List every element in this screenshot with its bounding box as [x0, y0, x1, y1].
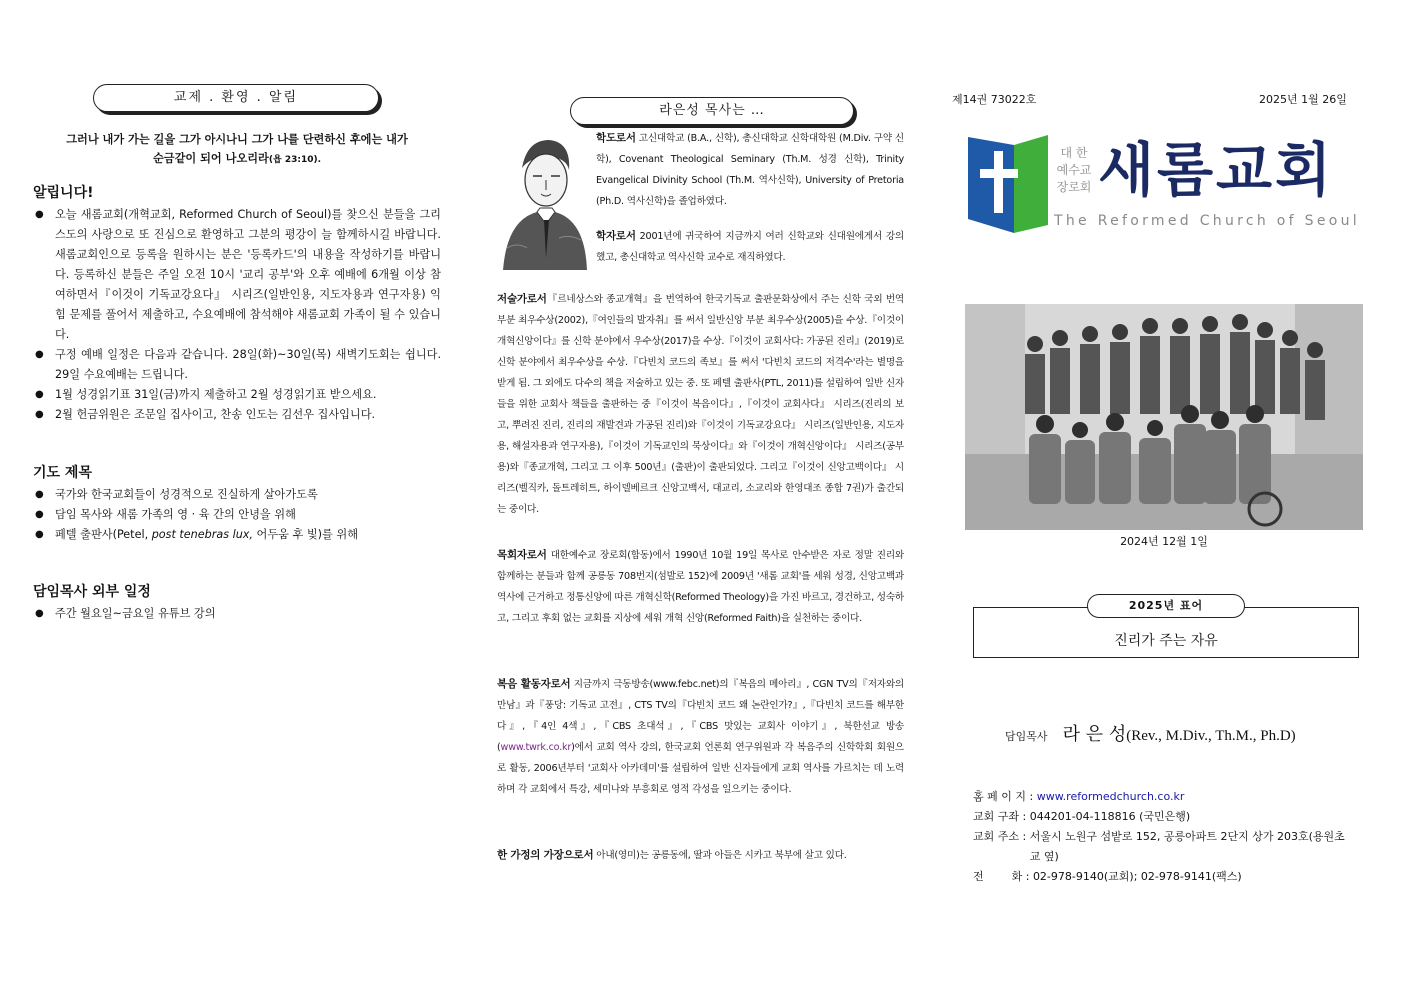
middle-header-text: 라은성 목사는 …	[659, 103, 765, 118]
logo-english: The Reformed Church of Seoul	[1054, 213, 1360, 229]
verse-line-1: 그러나 내가 가는 길을 그가 아시나니 그가 나를 단련하신 후에는 내가	[66, 133, 408, 146]
issue-date: 2025년 1월 26일	[1259, 93, 1347, 106]
info-key: 홈 페 이 지	[973, 790, 1026, 803]
pastor-name: 라 은 성	[1062, 724, 1127, 745]
bio-gospel	[497, 674, 904, 800]
prayer-title: 기도 제목	[33, 465, 92, 481]
pastor-title: 담임목사	[1005, 730, 1048, 743]
info-key: 전 화	[973, 870, 1023, 883]
list-item: ● 오늘 새롬교회(개혁교회, Reformed Church of Seoul)를 찾으신 분들을 그리스도의 사랑으로 또 진심으로 환영하고 그분의 평강이 늘 함께하시길 바랍니다. 새롬교회인으로 등록을 원하시는 분은 '등록카드'의 내용을 작성하기를 바랍니다. 등록하신 분들은 주일 오전 10시 '교리 공부'와 오후 예배에 6개월 이상 참여하면서『이것이 기독교강요다』 시리즈(일반인용, 지도자용과 연구자용) 익힘 문제를 풀어서 제출하고, 수요예배에 참석해야 새롬교회 가족이 될 수 있습니다.	[33, 205, 441, 345]
twrk-link[interactable]: www.twrk.co.kr	[500, 742, 572, 753]
bio-text-scholar: 2001년에 귀국하여 지금까지 여러 신학교와 신대원에게서 강의했고, 총신대학교 역사신학 교수로 재직하였다.	[596, 231, 904, 263]
left-header	[93, 84, 379, 112]
info-phone: 전 화 : 02-978-9140(교회); 02-978-9141(팩스)	[973, 870, 1242, 883]
verse-line-2: 순금같이 되어 나오리라	[153, 152, 269, 165]
issue-volume: 제14권 73022호	[952, 93, 1037, 106]
bio-academic	[596, 128, 904, 212]
church-logo	[968, 133, 1358, 233]
bio-author	[497, 289, 904, 520]
logo-small-1: 대 한	[1060, 146, 1088, 160]
bio-pastor	[497, 545, 904, 629]
verse-ref: (욥 23:10).	[268, 155, 321, 165]
portrait-sketch-icon	[497, 128, 591, 270]
prayer-3-italic: post tenebras lux,	[151, 528, 253, 541]
bio-text-gospel-b: )에서 교회 역사 강의, 한국교회 언론회 연구위원과 각 복음주의 신학학회 회원으로 활동, 2006년부터 '교회사 아카데미'를 설립하여 일반 신자들에게 교회 역사를 가르치는 데 노력하며 각 교회에서 특강, 세미나와 부흥회로 영적 각성을 일으키는 중이다.	[497, 742, 904, 795]
list-item	[33, 525, 441, 545]
bio-label-author: 저술가로서	[497, 293, 547, 305]
list-item: ● 담임 목사와 새롬 가족의 영 · 육 간의 안녕을 위해	[33, 505, 441, 525]
bio-text-academic: 고신대학교 (B.A., 신학), 총신대학교 신학대학원 (M.Div. 구약 신학), Covenant Theological Seminary (Th.M. 성경 신학), Trinity Evangelical Divinity School (Th.M. 역사신학), University of Pretoria (Ph.D. 역사신학)을 졸업하였다.	[596, 133, 904, 207]
list-item: ● 2월 헌금위원은 조문일 집사이고, 찬송 인도는 김선우 집사입니다.	[33, 405, 441, 425]
motto-label-pill	[1087, 594, 1245, 618]
bio-label-gospel: 복음 활동자로서	[497, 678, 571, 690]
bio-text-family: 아내(영미)는 공릉동에, 딸과 아들은 시카고 북부에 살고 있다.	[593, 850, 847, 861]
bio-label-pastor: 목회자로서	[497, 549, 547, 561]
prayer-3-pre: 페텔 출판사(Petel,	[55, 528, 152, 541]
verse	[33, 130, 441, 170]
notices-section	[33, 183, 441, 425]
info-key: 교회 주소	[973, 830, 1020, 843]
photo-caption: 2024년 12월 1일	[1120, 535, 1208, 548]
motto-text: 진리가 주는 자유	[1114, 633, 1218, 649]
bio-text-author: 『르네상스와 종교개혁』을 번역하여 한국기독교 출판문화상에서 주는 신학 국외 번역 부분 최우수상(2002),『여인들의 발자취』를 써서 일반신앙 부분 최우수상(2005)을 수상.『이것이 개혁신앙이다』를 신학 분야에서 우수상(2017)을 수상.『이것이 교회사다: 가공된 진리』(2019)로 신학 분야에서 최우수상을 수상.『다빈치 코드의 족보』를 써서 '다빈치 코드의 저격수'라는 별명을 받게 됨. 그 외에도 다수의 책을 저술하고 있는 중. 또 페텔 출판사(PTL, 2011)를 설립하여 일반 신자들을 위한 교회사 책들을 출판하는 중『이것이 복음이다』,『이것이 교회사다』 시리즈(진리의 보고, 뿌려진 진리, 진리의 재발견과 가공된 진리)와『이것이 기독교강요다』 시리즈(일반인용, 지도자용, 해설자용과 연구자용),『이것이 기독교인의 묵상이다』와『이것이 개혁신앙이다』 시리즈(공부용)와『종교개혁, 그리고 그 이후 500년』(출판)이 출판되었다. 그리고『이것이 신앙고백이다』 시리즈(벨직카, 돌트레히트, 하이델베르크 신앙고백서, 대교리, 소교리와 한영대조 종합 7권)가 출간되는 중이다.	[497, 294, 904, 515]
list-item: ● 구정 예배 일정은 다음과 같습니다. 28일(화)~30일(목) 새벽기도회는 쉽니다. 29일 수요예배는 드립니다.	[33, 345, 441, 385]
bio-text-gospel-a: 지금까지 극동방송(www.febc.net)의『복음의 메아리』, CGN TV의『저자와의 만남』과『풍당: 기독교 고전』, CTS TV의『다빈치 코드 왜 논란인가?』,『다빈치 코드를 해부한다』,『4인 4색』,『CBS 초대석』,『CBS 맛있는 교회사 이야기』, 북한선교 방송(	[497, 679, 904, 753]
list-item: ● 주간 월요일~금요일 유튜브 강의	[33, 604, 441, 624]
logo-small-3: 장로회	[1056, 180, 1092, 194]
bio-family	[497, 845, 904, 866]
schedule-title: 담임목사 외부 일정	[33, 584, 151, 600]
pastor-line	[1005, 720, 1296, 746]
homepage-link[interactable]: www.reformedchurch.co.kr	[1036, 790, 1185, 803]
logo-small-2: 예수교	[1056, 163, 1092, 177]
notices-title: 알립니다!	[33, 185, 94, 201]
list-item: ● 1월 성경읽기표 31일(금)까지 제출하고 2월 성경읽기표 받으세요.	[33, 385, 441, 405]
schedule-list	[33, 604, 441, 624]
notices-list	[33, 205, 441, 425]
congregation-photo	[965, 304, 1363, 530]
logo-title: 새롬교회	[1098, 136, 1335, 204]
schedule-section	[33, 582, 441, 624]
info-key: 교회 구좌	[973, 810, 1020, 823]
pastor-degrees: (Rev., M.Div., Th.M., Ph.D)	[1126, 728, 1296, 744]
info-value: 044201-04-118816 (국민은행)	[1029, 810, 1191, 823]
info-account: 교회 구좌 : 044201-04-118816 (국민은행)	[973, 810, 1191, 823]
pastor-portrait	[497, 128, 591, 270]
info-address: 교회 주소 : 서울시 노원구 섬밭로 152, 공릉아파트 2단지 상가 203호(용원초교 옆)	[973, 827, 1373, 867]
bio-label-academic: 학도로서	[596, 132, 636, 144]
info-homepage: 홈 페 이 지 : www.reformedchurch.co.kr	[973, 790, 1185, 803]
cross-logo-icon	[968, 133, 1050, 233]
info-value: 서울시 노원구 섬밭로 152, 공릉아파트 2단지 상가 203호(용원초교 옆)	[1029, 830, 1345, 863]
motto-label: 2025년 표어	[1128, 599, 1204, 612]
prayer-3-post: 어두움 후 빛)를 위해	[252, 528, 359, 541]
bio-label-family: 한 가정의 가장으로서	[497, 849, 594, 861]
middle-header	[570, 97, 854, 125]
left-header-text: 교제 . 환영 . 알림	[173, 90, 299, 105]
prayer-list	[33, 485, 441, 545]
bio-scholar	[596, 226, 904, 268]
group-photo-icon	[965, 304, 1363, 530]
church-info	[973, 787, 1373, 887]
bio-label-scholar: 학자로서	[596, 230, 636, 242]
list-item: ● 국가와 한국교회들이 성경적으로 진실하게 살아가도록	[33, 485, 441, 505]
bio-text-pastor: 대한예수교 장로회(합동)에서 1990년 10월 19일 목사로 안수받은 자로 정말 진리와 함께하는 분들과 함께 공릉동 708번지(섬발로 152)에 2009년 '새롬 교회'를 세워 성경, 신앙고백과 역사에 근거하고 정통신앙에 따른 개혁신학(Reformed Theology)을 가진 바르고, 경건하고, 성숙하고, 그리고 후회 없는 교회를 지상에 세워 개혁 신앙(Reformed Faith)을 실천하는 중이다.	[497, 550, 904, 624]
info-value: 02-978-9140(교회); 02-978-9141(팩스)	[1032, 870, 1242, 883]
prayer-section	[33, 463, 441, 545]
